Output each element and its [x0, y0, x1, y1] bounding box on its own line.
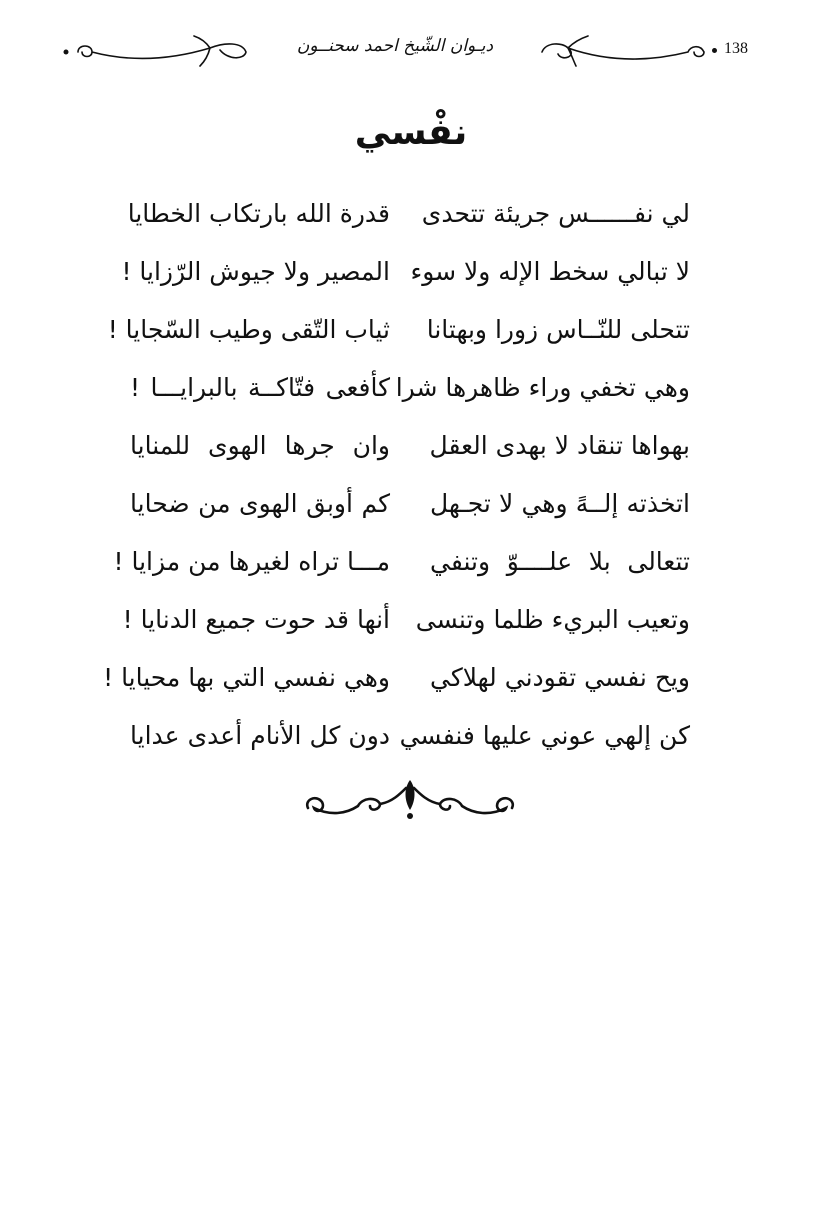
- scroll-flourish-icon: [60, 30, 250, 70]
- page-header: [60, 26, 760, 76]
- verse-line: [121, 246, 690, 304]
- verse-first-hemistich: وهي تخفي وراء ظاهرها شرا: [395, 373, 690, 402]
- verse-first-hemistich: اتخذته إلــهً وهي لا تجـهل: [430, 489, 690, 518]
- poem-title: نفْسي: [354, 112, 468, 153]
- verse-line: [130, 478, 690, 536]
- verse-second-hemistich: ثياب التّقى وطيب السّجايا !: [107, 315, 390, 344]
- verse-first-hemistich: تتحلى للنّــاس زورا وبهتانا: [426, 315, 690, 344]
- bullet-dot: [712, 48, 717, 53]
- verse-second-hemistich: مـــا تراه لغيرها من مزايا !: [113, 547, 390, 576]
- verse-line: [130, 710, 690, 768]
- verse-second-hemistich: المصير ولا جيوش الرّزايا !: [121, 257, 390, 286]
- verse-line: [122, 594, 690, 652]
- verse-second-hemistich: أنها قد حوت جميع الدنايا !: [122, 605, 390, 634]
- verse-second-hemistich: وان جرها الهوى للمنايا: [130, 431, 390, 460]
- verse-second-hemistich: دون كل الأنام أعدى عدايا: [130, 721, 390, 750]
- verse-line: [130, 420, 690, 478]
- fleuron-divider-icon: [300, 778, 520, 828]
- verse-line: [127, 188, 690, 246]
- verse-second-hemistich: قدرة الله بارتكاب الخطايا: [127, 199, 390, 228]
- verse-first-hemistich: بهواها تنقاد لا بهدى العقل: [429, 431, 690, 460]
- verse-first-hemistich: لا تبالي سخط الإله ولا سوء: [410, 257, 690, 286]
- verse-second-hemistich: كأفعى فتّاكــة بالبرايـــا !: [130, 373, 390, 402]
- verse-line: [103, 652, 690, 710]
- verse-first-hemistich: وتعيب البريء ظلما وتنسى: [415, 605, 690, 634]
- running-title: ديـوان الشّيخ احمد سحنــون: [296, 36, 494, 56]
- verse-second-hemistich: كم أوبق الهوى من ضحايا: [130, 489, 390, 518]
- poem-body: [103, 188, 690, 768]
- verse-line: [130, 362, 690, 420]
- verse-first-hemistich: لي نفــــــس جريئة تتحدى: [421, 199, 690, 228]
- verse-line: [113, 536, 690, 594]
- verse-first-hemistich: كن إلهي عوني عليها فنفسي: [399, 721, 690, 750]
- verse-second-hemistich: وهي نفسي التي بها محيايا !: [103, 663, 390, 692]
- page-number: 138: [724, 40, 748, 57]
- verse-line: [107, 304, 690, 362]
- verse-first-hemistich: ويح نفسي تقودني لهلاكي: [430, 663, 690, 692]
- scroll-flourish-icon: [538, 30, 718, 70]
- verse-first-hemistich: تتعالى بلا علــــوّ وتنفي: [430, 547, 690, 576]
